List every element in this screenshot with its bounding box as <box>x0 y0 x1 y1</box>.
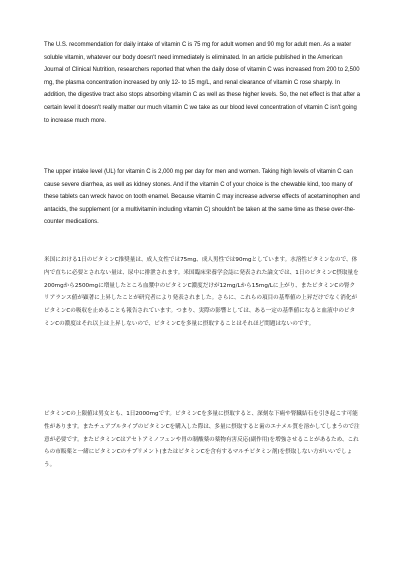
english-paragraph-upper-limit: The upper intake level (UL) for vitamin C is 2,000 mg per day for men and women. Taking high levels of vitamin C can cause severe diarrhea, as well as kidney stones. And if the vitamin C of your choice is the chewable kind, too many of these tablets can wreck havoc on tooth enamel. Because vitamin C may increase adverse effects of acetaminophen and antacids, the supplement (or a multivitamin including vitamin C) shouldn't be taken at the same time as these over-the-counter medications. <box>44 169 360 226</box>
japanese-paragraph-upper-limit: ビタミンCの上限値は男女とも、1日2000mgです。ビタミンCを多量に摂取すると、深刻な下痢や腎臓結石を引き起こす可能性があります。またチュアブルタイプのビタミンCを購入した際は、多量に摂取すると歯のエナメル質を溶かしてしまうので注意が必要です。またビタミンCはアセトアミノフェンや胃の制酸薬の薬物有害反応(副作用)を増強させることがあるため、これらの市販薬と一緒にビタミンCのサプリメント(またはビタミンCを含有するマルチビタミン剤)を摂取しない方がいいでしょう。 <box>44 411 360 469</box>
english-paragraph-intake: The U.S. recommendation for daily intake of vitamin C is 75 mg for adult women and 90 mg for adult men. As a water soluble vitamin, whatever our body doesn't need immediately is eliminated. In an article published in the American Journal of Clinical Nutrition, researchers reported that when the daily dose of vitamin C was increased from 200 to 2,500 mg, the plasma concentration increased by only 12- to 15 mg/L, and renal clearance of vitamin C rose sharply. In addition, the digestive tract also stops absorbing vitamin C as well as these higher levels. So, the net effect is that after a certain level it doesn't really matter our much vitamin C we take as our blood level concentration of vitamin C isn't going to increase much more. <box>44 42 361 124</box>
japanese-paragraph-intake: 米国における1日のビタミンC推奨量は、成人女性では75mg、成人男性では90mgとしています。水溶性ビタミンなので、体内で直ちに必要とされない量は、尿中に排泄されます。米国臨床栄養学会誌に発表された論文では、1日のビタミンC摂取量を200mgから2500mgに増量したところ血漿中のビタミンC濃度だけが12mg/Lから15mg/Lに上がり、またビタミンCの腎クリアランス値が顕著に上昇したことが研究者により発表されました。さらに、これらの項目の基準値の上昇だけでなく消化がビタミンCの吸収を止めることも報告されています。つまり、実際の影響としては、ある一定の基準値になると血液中のビタミンCの濃度はそれ以上は上昇しないので、ビタミンCを多量に摂取することはそれほど問題はないのです。 <box>44 257 359 327</box>
